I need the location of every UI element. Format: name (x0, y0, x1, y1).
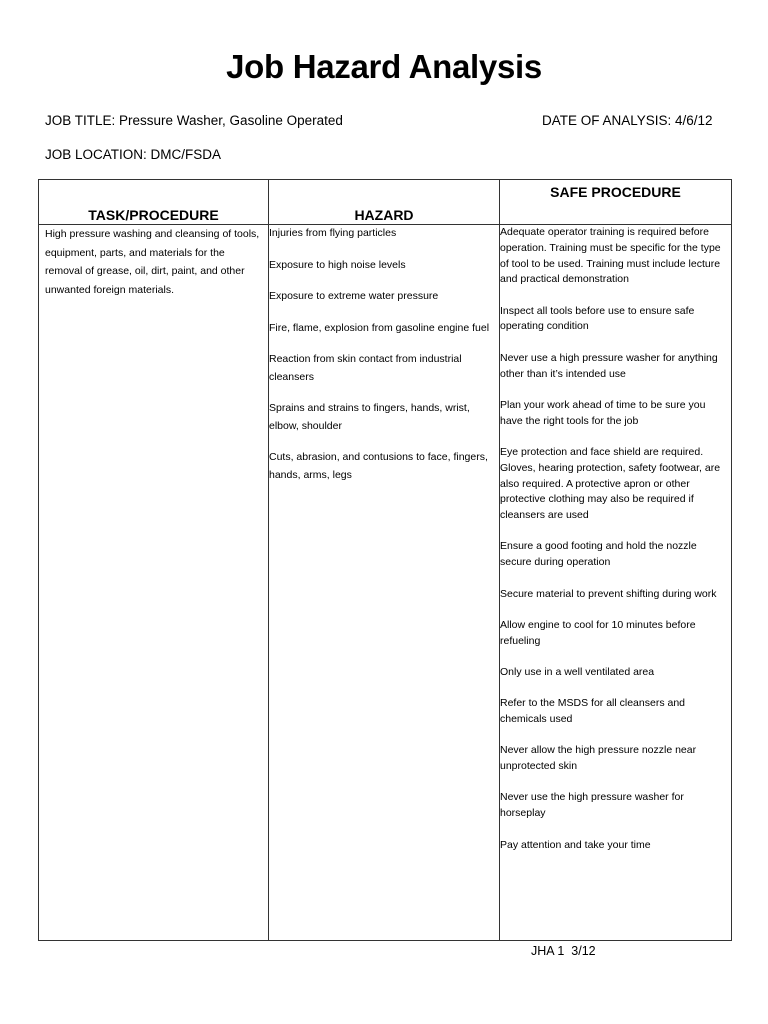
header-hazard-label: HAZARD (354, 207, 414, 223)
header-hazard (269, 180, 500, 225)
safe-procedure-item: Adequate operator training is required before operation. Training must be specific for the type of tool to be used. Training must include lecture and practical demonstration (500, 226, 721, 286)
safe-procedure-item: Never use a high pressure washer for anything other than it’s intended use (500, 351, 718, 380)
safe-procedure-list (500, 225, 731, 853)
task-cell (39, 225, 269, 941)
hazard-item: Fire, flame, explosion from gasoline engine fuel (269, 321, 490, 334)
safe-procedure-item: Inspect all tools before use to ensure safe operating condition (500, 304, 695, 333)
safe-procedure-item: Pay attention and take your time (500, 838, 651, 851)
header-safe-procedure (500, 180, 732, 225)
safe-procedure-item: Plan your work ahead of time to be sure you have the right tools for the job (500, 398, 706, 427)
header-task-procedure (39, 180, 269, 225)
hazard-item: Cuts, abrasion, and contusions to face, fingers, hands, arms, legs (269, 451, 488, 481)
safe-procedure-item: Secure material to prevent shifting during work (500, 587, 717, 600)
safe-procedure-item: Refer to the MSDS for all cleansers and chemicals used (500, 697, 686, 726)
safe-procedure-item: Eye protection and face shield are required. Gloves, hearing protection, safety footwear, are also required. A protective apron or other protective clothing may also be required if cleansers are used (500, 445, 721, 522)
job-location: JOB LOCATION: DMC/FSDA (45, 147, 222, 162)
hazard-item: Reaction from skin contact from industrial cleansers (269, 353, 462, 383)
job-title: JOB TITLE: Pressure Washer, Gasoline Operated (45, 113, 343, 128)
safe-procedure-item: Ensure a good footing and hold the nozzle secure during operation (500, 540, 697, 569)
hazard-item: Injuries from flying particles (269, 227, 397, 239)
safe-procedure-item: Never use the high pressure washer for horseplay (500, 791, 684, 820)
page-title: Job Hazard Analysis (226, 48, 542, 85)
hazard-item: Exposure to high noise levels (269, 258, 406, 271)
hazard-table (38, 179, 732, 941)
footer-reference: JHA 1 3/12 (531, 944, 596, 958)
header-safe-label: SAFE PROCEDURE (550, 184, 681, 200)
header-task-label: TASK/PROCEDURE (88, 207, 219, 223)
safe-procedure-item: Only use in a well ventilated area (500, 665, 655, 678)
hazard-list (269, 225, 499, 484)
task-description: High pressure washing and cleansing of tools, equipment, parts, and materials for the removal of grease, oil, dirt, paint, and other unwanted foreign materials. (45, 228, 260, 296)
table-header-row (39, 180, 732, 225)
table-row (39, 225, 732, 941)
safe-procedure-item: Never allow the high pressure nozzle near unprotected skin (500, 744, 697, 773)
date-of-analysis: DATE OF ANALYSIS: 4/6/12 (542, 113, 713, 128)
hazard-item: Sprains and strains to fingers, hands, wrist, elbow, shoulder (269, 402, 470, 432)
safe-procedure-cell (500, 225, 732, 941)
hazard-cell (269, 225, 500, 941)
hazard-item: Exposure to extreme water pressure (269, 290, 439, 302)
safe-procedure-item: Allow engine to cool for 10 minutes before refueling (500, 618, 696, 647)
